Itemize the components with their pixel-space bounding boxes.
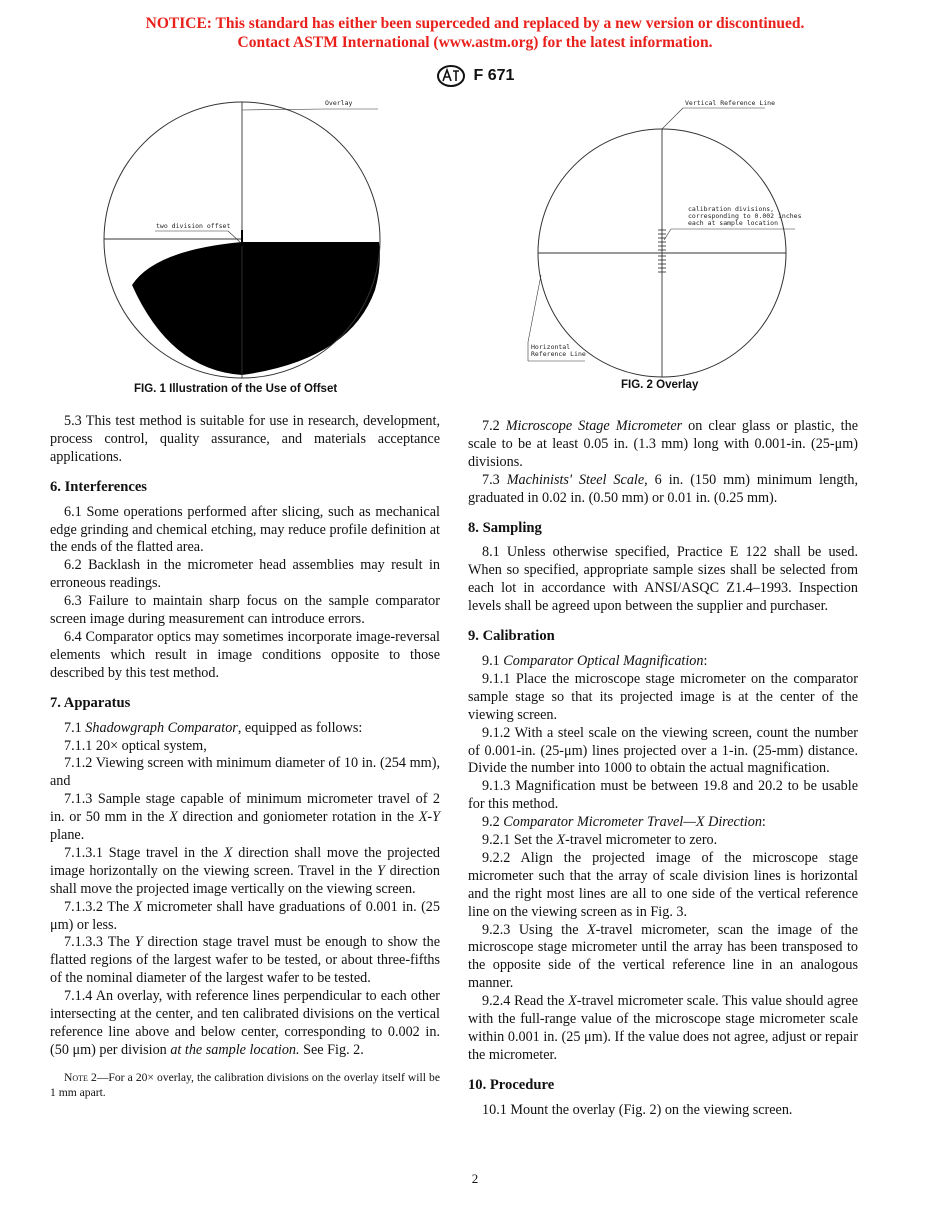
document-designation: F 671 <box>473 67 515 84</box>
note-2: Note 2—For a 20× overlay, the calibration divisions on the overlay itself will be 1 mm apart. <box>50 1070 440 1099</box>
heading-interferences: 6. Interferences <box>50 478 147 495</box>
para-7-1-4: 7.1.4 An overlay, with reference lines perpendicular to each other intersecting at the center, and ten calibrated divisions on the vertical reference line above and below center, corresponding to 0.002 in. (50 μm) per division at the sample location. See Fig. 2. <box>50 988 440 1058</box>
fig2-calib-line1: calibration divisions, <box>688 205 775 213</box>
para-9-2: 9.2 Comparator Micrometer Travel—X Direction: <box>482 814 766 831</box>
heading-calibration: 9. Calibration <box>468 628 555 645</box>
para-7-1: 7.1 Shadowgraph Comparator, equipped as follows: <box>64 719 363 736</box>
fig2-calib-line2: corresponding to 0.002 inches <box>688 212 802 220</box>
para-9-1-3: 9.1.3 Magnification must be between 19.8 and 20.2 to be usable for this method. <box>468 778 858 813</box>
para-9-2-2: 9.2.2 Align the projected image of the microscope stage micrometer such that the array of scale division lines is horizontal and the right most lines are all to one side of the vertical reference line on the viewing screen as in Fig. 3. <box>468 849 858 920</box>
document-header <box>0 64 950 88</box>
notice-banner <box>0 14 950 52</box>
para-7-1-3: 7.1.3 Sample stage capable of minimum micrometer travel of 2 in. or 50 mm in the X direction and goniometer rotation in the X-Y plane. <box>50 791 440 844</box>
heading-procedure: 10. Procedure <box>468 1076 555 1093</box>
fig2-calib-line3: each at sample location <box>688 219 779 227</box>
fig1-overlay-label: Overlay <box>325 99 353 107</box>
astm-logo-icon <box>436 64 466 88</box>
figure-2 <box>525 95 815 400</box>
fig2-vertical-label: Vertical Reference Line <box>685 99 776 107</box>
para-5-3: 5.3 This test method is suitable for use in research, development, process control, quality assurance, and materials acceptance applications. <box>50 413 440 465</box>
para-9-1: 9.1 Comparator Optical Magnification: <box>482 652 708 669</box>
heading-apparatus: 7. Apparatus <box>50 694 131 711</box>
fig2-horizontal-line2: Reference Line <box>531 350 586 358</box>
para-9-1-1: 9.1.1 Place the microscope stage micrometer on the comparator sample stage so that its projected image is at the center of the viewing screen. <box>468 670 858 723</box>
notice-line-2: Contact ASTM International (www.astm.org) for the latest information. <box>237 34 713 51</box>
para-8-1: 8.1 Unless otherwise specified, Practice E 122 shall be used. When so specified, appropriate sample sizes shall be selected from each lot in accordance with ANSI/ASQC Z1.4–1993. Inspection levels shall be agreed upon between the supplier and purchaser. <box>468 544 858 615</box>
para-7-1-1: 7.1.1 20× optical system, <box>64 737 207 754</box>
para-6-3: 6.3 Failure to maintain sharp focus on the sample comparator screen image during measurement can introduce errors. <box>50 593 440 628</box>
fig1-offset-label: two division offset <box>156 222 231 230</box>
page-number: 2 <box>471 1171 479 1186</box>
para-9-2-1: 9.2.1 Set the X-travel micrometer to zero. <box>482 832 718 849</box>
figure-1-caption: FIG. 1 Illustration of the Use of Offset <box>134 383 338 395</box>
left-column <box>50 413 440 1100</box>
para-6-4: 6.4 Comparator optics may sometimes incorporate image-reversal elements which result in image conditions opposite to those described by this test method. <box>50 628 440 681</box>
para-7-1-2: 7.1.2 Viewing screen with minimum diameter of 10 in. (254 mm), and <box>50 755 440 790</box>
right-column <box>468 418 858 1120</box>
para-6-1: 6.1 Some operations performed after slicing, such as mechanical edge grinding and chemical etching, may reduce profile definition at the ends of the flatted area. <box>50 503 440 556</box>
para-9-2-4: 9.2.4 Read the X-travel micrometer scale. This value should agree with the full-range value of the microscope stage micrometer scale within 0.001 in. (25 μm). If the value does not agree, adjust or repair the micrometer. <box>468 993 858 1063</box>
figure-2-caption: FIG. 2 Overlay <box>621 379 699 391</box>
para-7-1-3-2: 7.1.3.2 The X micrometer shall have graduations of 0.001 in. (25 μm) or less. <box>50 898 440 933</box>
para-10-1: 10.1 Mount the overlay (Fig. 2) on the viewing screen. <box>482 1101 793 1118</box>
para-9-2-3: 9.2.3 Using the X-travel micrometer, scan the image of the microscope stage micrometer until the array has been transposed to the opposite side of the vertical reference line in an analogous manner. <box>468 921 859 992</box>
figure-1-drawing <box>100 90 390 400</box>
para-7-1-3-3: 7.1.3.3 The Y direction stage travel must be enough to show the flatted regions of the largest wafer to be tested, or about three-fifths of the nominal diameter of the largest wafer to be tested. <box>50 934 440 987</box>
figure-1 <box>100 90 390 400</box>
figure-2-drawing <box>525 95 815 400</box>
fig2-horizontal-line1: Horizontal <box>531 343 571 351</box>
para-9-1-2: 9.1.2 With a steel scale on the viewing screen, count the number of 0.001-in. (25-μm) lines projected over a 1-in. (25-mm) distance. Divide the number into 1000 to obtain the actual magnification. <box>468 724 858 777</box>
para-6-2: 6.2 Backlash in the micrometer head assemblies may result in erroneous readings. <box>50 557 440 592</box>
para-7-1-3-1: 7.1.3.1 Stage travel in the X direction shall move the projected image horizontally on the viewing screen. Travel in the Y direction shall move the projected image vertically on the viewing screen. <box>50 844 441 897</box>
notice-line-1: NOTICE: This standard has either been superceded and replaced by a new version or discontinued. <box>145 15 805 32</box>
para-7-2: 7.2 Microscope Stage Micrometer on clear glass or plastic, the scale to be at least 0.05 in. (1.3 mm) long with 0.001-in. (25-μm) divisions. <box>468 418 858 470</box>
heading-sampling: 8. Sampling <box>468 519 542 536</box>
para-7-3: 7.3 Machinists' Steel Scale, 6 in. (150 mm) minimum length, graduated in 0.02 in. (0.50 mm) or 0.01 in. (0.25 mm). <box>468 471 859 506</box>
